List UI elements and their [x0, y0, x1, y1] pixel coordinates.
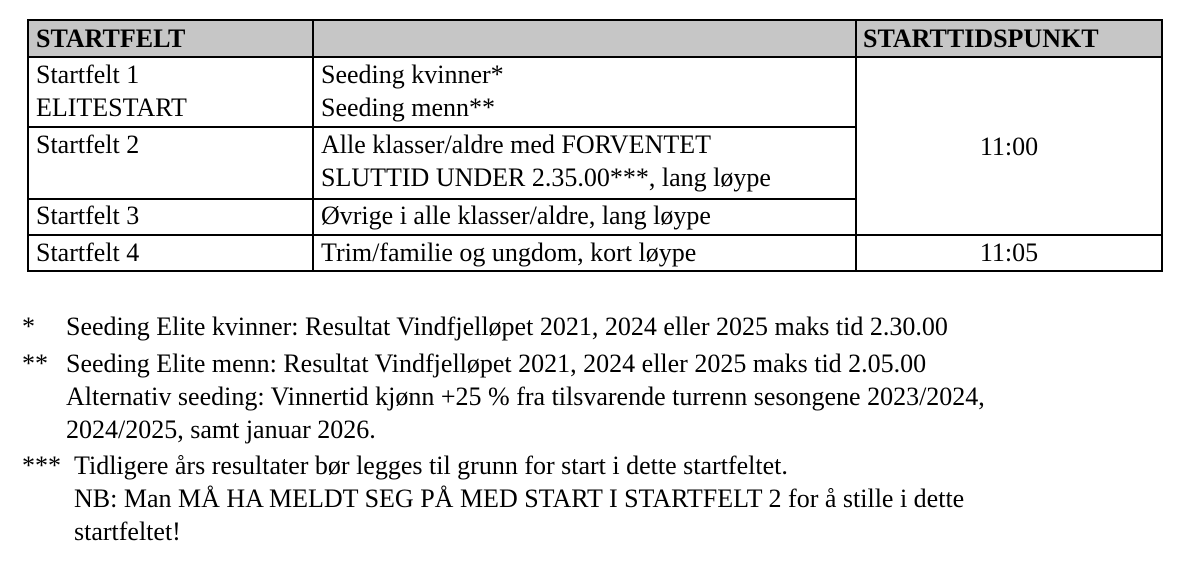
start-time-cell: 11:05 — [856, 235, 1162, 271]
table-row — [28, 235, 1162, 271]
start-time-cell: 11:00 — [856, 57, 1162, 235]
field-cell — [28, 235, 313, 271]
field-name: Startfelt 4 — [36, 238, 140, 267]
header-description — [313, 20, 856, 57]
footnote-text: Alternativ seeding: Vinnertid kjønn +25 % fra tilsvarende turrenn sesongene 2023/2024, — [66, 382, 985, 411]
field-cell — [28, 127, 313, 199]
field-name: Startfelt 2 — [36, 130, 140, 159]
footnote-marker: * — [22, 312, 35, 341]
footnote-text: Tidligere års resultater bør legges til grunn for start i dette startfeltet. — [74, 451, 788, 480]
footnote-text: Seeding Elite kvinner: Resultat Vindfjelløpet 2021, 2024 eller 2025 maks tid 2.30.00 — [66, 312, 948, 341]
footnote-seeding-men — [22, 347, 985, 446]
description-line: Trim/familie og ungdom, kort løype — [321, 238, 697, 267]
table-header-row — [28, 20, 1162, 57]
description-line: Seeding menn** — [321, 93, 496, 122]
field-cell — [28, 57, 313, 127]
description-cell — [313, 127, 856, 199]
start-field-table — [27, 19, 1163, 272]
footnote-text: startfeltet! — [74, 517, 181, 546]
description-cell — [313, 235, 856, 271]
footnote-earlier-results — [22, 449, 985, 548]
footnotes — [22, 310, 985, 548]
description-line: Øvrige i alle klasser/aldre, lang løype — [321, 201, 711, 230]
footnote-seeding-women — [22, 310, 985, 343]
table-row — [28, 57, 1162, 127]
description-cell — [313, 199, 856, 235]
description-cell — [313, 57, 856, 127]
field-name: Startfelt 3 — [36, 201, 140, 230]
footnote-text: 2024/2025, samt januar 2026. — [66, 415, 376, 444]
header-startfelt: STARTFELT — [28, 20, 313, 57]
header-starttidspunkt: STARTTIDSPUNKT — [856, 20, 1162, 57]
footnote-text: NB: Man MÅ HA MELDT SEG PÅ MED START I STARTFELT 2 for å stille i dette — [74, 484, 965, 513]
description-line: Alle klasser/aldre med FORVENTET — [321, 130, 711, 159]
footnote-marker: *** — [22, 451, 61, 480]
field-name: Startfelt 1 — [36, 60, 140, 89]
footnote-text: Seeding Elite menn: Resultat Vindfjelløpet 2021, 2024 eller 2025 maks tid 2.05.00 — [66, 349, 927, 378]
footnote-marker: ** — [22, 349, 48, 378]
description-line: Seeding kvinner* — [321, 60, 504, 89]
description-line: SLUTTID UNDER 2.35.00***, lang løype — [321, 163, 771, 192]
field-subname: ELITESTART — [36, 93, 187, 122]
field-cell — [28, 199, 313, 235]
